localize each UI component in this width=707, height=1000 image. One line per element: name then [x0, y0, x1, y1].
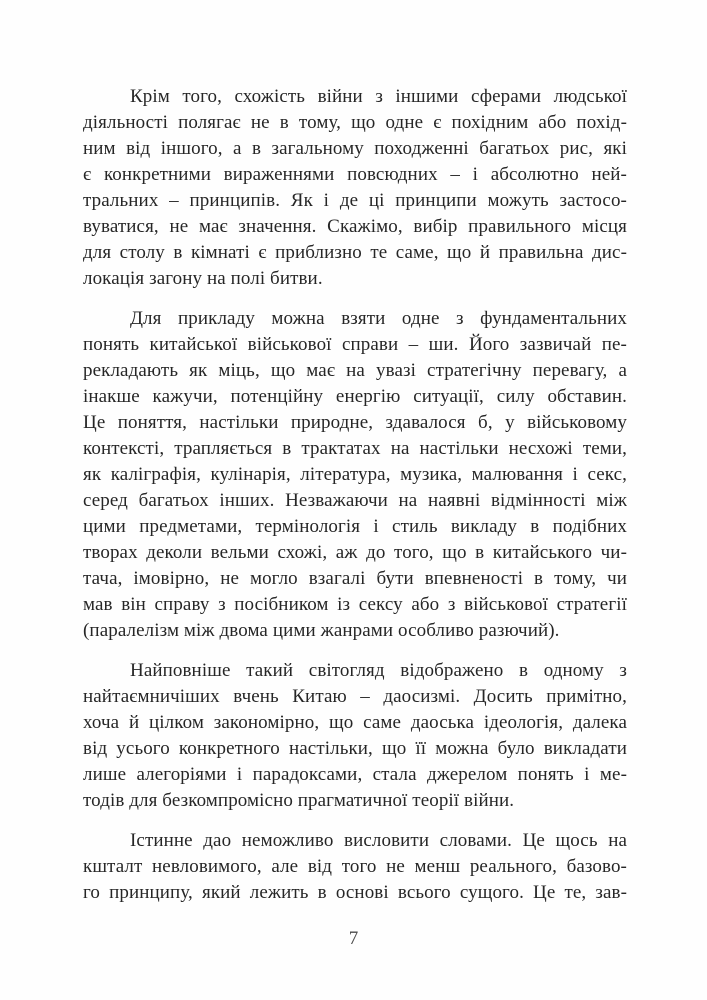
text-line: лише алегоріями і парадоксами, стала джерелом понять і ме-	[83, 764, 627, 785]
text-line: го принципу, який лежить в основі всього сущого. Це те, зав-	[83, 882, 627, 903]
text-line: ним від іншого, а в загальному походженні багатьох рис, які	[83, 138, 627, 159]
text-line: для столу в кімнаті є приблизно те саме, що й правильна дис-	[83, 242, 627, 263]
text-line: цими предметами, термінологія і стиль викладу в подібних	[83, 516, 627, 537]
text-line: локація загону на полі битви.	[83, 268, 323, 289]
body-text	[83, 84, 627, 920]
text-line: (паралелізм між двома цими жанрами особливо разючий).	[83, 620, 560, 641]
text-line: як каліграфія, кулінарія, література, музика, малювання і секс,	[83, 464, 627, 485]
text-line: Для прикладу можна взяти одне з фундаментальних	[130, 308, 627, 329]
text-line: діяльності полягає не в тому, що одне є похідним або похід-	[83, 112, 627, 133]
text-line: тача, імовірно, не могло взагалі бути впевненості в тому, чи	[83, 568, 627, 589]
text-line: мав він справу з посібником із сексу або з військової стратегії	[83, 594, 627, 615]
text-line: понять китайської військової справи – ши. Його зазвичай пе-	[83, 334, 627, 355]
paragraph	[83, 828, 627, 906]
paragraph	[83, 306, 627, 644]
text-line: серед багатьох інших. Незважаючи на наявні відмінності між	[83, 490, 627, 511]
text-line: творах деколи вельми схожі, аж до того, що в китайського чи-	[83, 542, 627, 563]
text-line: Це поняття, настільки природне, здавалося б, у військовому	[83, 412, 627, 433]
text-line: Крім того, схожість війни з іншими сферами людської	[130, 86, 627, 107]
text-line: Істинне дао неможливо висловити словами. Це щось на	[130, 830, 627, 851]
text-line: кшталт невловимого, але від того не менш реального, базово-	[83, 856, 627, 877]
text-line: Найповніше такий світогляд відображено в одному з	[130, 660, 627, 681]
text-line: інакше кажучи, потенційну енергію ситуації, силу обставин.	[83, 386, 627, 407]
text-line: контексті, трапляється в трактатах на настільки несхожі теми,	[83, 438, 627, 459]
text-line: найтаємничіших вчень Китаю – даосизмі. Досить примітно,	[83, 686, 627, 707]
text-line: від усього конкретного настільки, що її можна було викладати	[83, 738, 627, 759]
text-line: тральних – принципів. Як і де ці принципи можуть застосо-	[83, 190, 627, 211]
page-number: 7	[348, 928, 359, 949]
paragraph	[83, 84, 627, 292]
text-line: вуватися, не має значення. Скажімо, вибір правильного місця	[83, 216, 627, 237]
text-line: рекладають як міць, що має на увазі стратегічну перевагу, а	[83, 360, 627, 381]
text-line: тодів для безкомпромісно прагматичної теорії війни.	[83, 790, 515, 811]
text-line: є конкретними вираженнями повсюдних – і абсолютно ней-	[83, 164, 627, 185]
text-line: хоча й цілком закономірно, що саме даоська ідеологія, далека	[83, 712, 627, 733]
paragraph	[83, 658, 627, 814]
